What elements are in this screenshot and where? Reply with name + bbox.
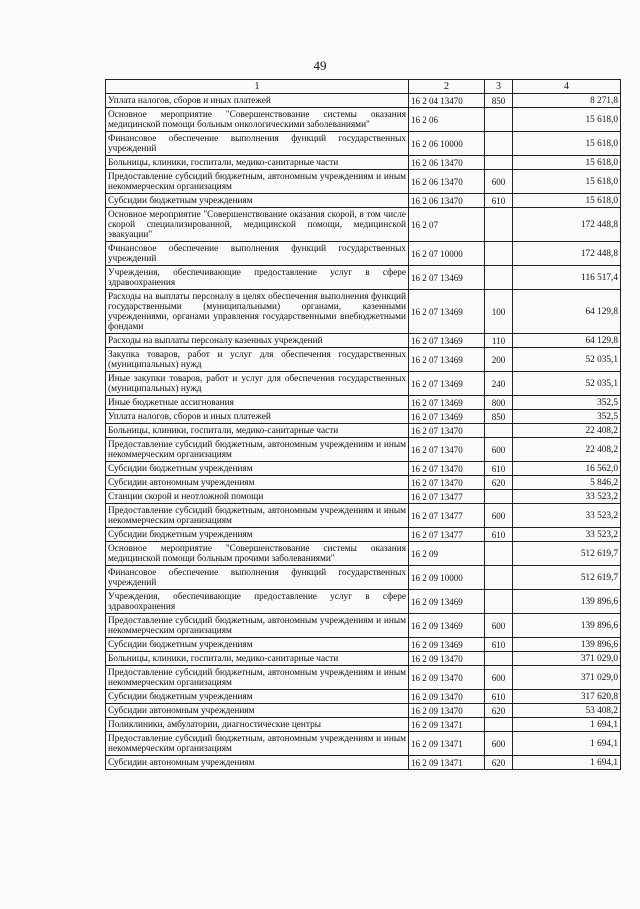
row-sum-cell: 53 408,2 xyxy=(513,704,621,718)
row-name-cell: Предоставление субсидий бюджетным, автономным учреждениям и иным некоммерческим организациям xyxy=(106,170,409,194)
table-row xyxy=(106,372,621,396)
row-code-cell: 16 2 06 13470 xyxy=(409,170,485,194)
table-row xyxy=(106,348,621,372)
row-sum-cell: 139 896,6 xyxy=(513,614,621,638)
row-code-cell: 16 2 09 13469 xyxy=(409,614,485,638)
row-vr-cell xyxy=(485,590,513,614)
row-code-cell: 16 2 07 13477 xyxy=(409,528,485,542)
row-name-cell: Субсидии бюджетным учреждениям xyxy=(106,690,409,704)
table-row xyxy=(106,718,621,732)
row-sum-cell: 1 694,1 xyxy=(513,756,621,770)
row-name-cell: Субсидии бюджетным учреждениям xyxy=(106,194,409,208)
row-name-cell: Иные закупки товаров, работ и услуг для обеспечения государственных (муниципальных) нужд xyxy=(106,372,409,396)
table-row xyxy=(106,690,621,704)
row-vr-cell: 620 xyxy=(485,756,513,770)
table-row xyxy=(106,132,621,156)
row-vr-cell: 620 xyxy=(485,476,513,490)
header-col-1: 1 xyxy=(106,80,409,94)
header-col-3: 3 xyxy=(485,80,513,94)
table-row xyxy=(106,396,621,410)
row-sum-cell: 15 618,0 xyxy=(513,108,621,132)
row-name-cell: Уплата налогов, сборов и иных платежей xyxy=(106,410,409,424)
row-name-cell: Субсидии автономным учреждениям xyxy=(106,704,409,718)
row-code-cell: 16 2 09 13469 xyxy=(409,638,485,652)
row-sum-cell: 64 129,8 xyxy=(513,290,621,334)
row-sum-cell: 139 896,6 xyxy=(513,638,621,652)
table-row xyxy=(106,566,621,590)
row-vr-cell xyxy=(485,542,513,566)
row-name-cell: Основное мероприятие "Совершенствование оказания скорой, в том числе скорой специализированной, медицинской помощи, медицинской эвакуации" xyxy=(106,208,409,242)
table-row xyxy=(106,170,621,194)
row-sum-cell: 8 271,8 xyxy=(513,94,621,108)
row-sum-cell: 52 035,1 xyxy=(513,348,621,372)
row-name-cell: Предоставление субсидий бюджетным, автономным учреждениям и иным некоммерческим организациям xyxy=(106,614,409,638)
row-sum-cell: 33 523,2 xyxy=(513,490,621,504)
row-vr-cell xyxy=(485,266,513,290)
row-code-cell: 16 2 06 xyxy=(409,108,485,132)
row-name-cell: Учреждения, обеспечивающие предоставление услуг в сфере здравоохранения xyxy=(106,266,409,290)
row-name-cell: Закупка товаров, работ и услуг для обеспечения государственных (муниципальных) нужд xyxy=(106,348,409,372)
budget-table-container xyxy=(105,79,621,770)
row-name-cell: Иные бюджетные ассигнования xyxy=(106,396,409,410)
row-name-cell: Финансовое обеспечение выполнения функций государственных учреждений xyxy=(106,566,409,590)
row-code-cell: 16 2 07 13469 xyxy=(409,410,485,424)
row-sum-cell: 16 562,0 xyxy=(513,462,621,476)
row-code-cell: 16 2 09 13470 xyxy=(409,690,485,704)
row-code-cell: 16 2 07 10000 xyxy=(409,242,485,266)
row-name-cell: Больницы, клиники, госпитали, медико-санитарные части xyxy=(106,156,409,170)
table-row xyxy=(106,704,621,718)
row-code-cell: 16 2 09 13470 xyxy=(409,704,485,718)
row-code-cell: 16 2 09 10000 xyxy=(409,566,485,590)
row-sum-cell: 15 618,0 xyxy=(513,132,621,156)
table-row xyxy=(106,638,621,652)
table-row xyxy=(106,208,621,242)
row-code-cell: 16 2 07 13469 xyxy=(409,266,485,290)
row-name-cell: Основное мероприятие "Совершенствование системы оказания медицинской помощи больным прочими заболеваниями" xyxy=(106,542,409,566)
row-code-cell: 16 2 07 13469 xyxy=(409,290,485,334)
page-number: 49 xyxy=(313,58,327,73)
table-row xyxy=(106,438,621,462)
row-code-cell: 16 2 04 13470 xyxy=(409,94,485,108)
row-vr-cell xyxy=(485,132,513,156)
row-vr-cell: 610 xyxy=(485,194,513,208)
row-code-cell: 16 2 07 13470 xyxy=(409,462,485,476)
row-vr-cell xyxy=(485,108,513,132)
row-code-cell: 16 2 09 13471 xyxy=(409,756,485,770)
table-row xyxy=(106,462,621,476)
row-vr-cell: 600 xyxy=(485,438,513,462)
header-col-2: 2 xyxy=(409,80,485,94)
row-vr-cell: 610 xyxy=(485,528,513,542)
row-name-cell: Больницы, клиники, госпитали, медико-санитарные части xyxy=(106,652,409,666)
row-name-cell: Предоставление субсидий бюджетным, автономным учреждениям и иным некоммерческим организациям xyxy=(106,732,409,756)
row-sum-cell: 371 029,0 xyxy=(513,652,621,666)
row-vr-cell: 620 xyxy=(485,704,513,718)
budget-table xyxy=(105,79,621,770)
row-sum-cell: 512 619,7 xyxy=(513,566,621,590)
row-code-cell: 16 2 07 13477 xyxy=(409,504,485,528)
row-name-cell: Финансовое обеспечение выполнения функций государственных учреждений xyxy=(106,132,409,156)
table-body xyxy=(106,94,621,770)
table-row xyxy=(106,410,621,424)
row-name-cell: Предоставление субсидий бюджетным, автономным учреждениям и иным некоммерческим организациям xyxy=(106,666,409,690)
row-vr-cell xyxy=(485,566,513,590)
row-vr-cell xyxy=(485,242,513,266)
table-row xyxy=(106,242,621,266)
row-vr-cell xyxy=(485,156,513,170)
row-code-cell: 16 2 06 13470 xyxy=(409,194,485,208)
row-code-cell: 16 2 07 13477 xyxy=(409,490,485,504)
row-vr-cell: 600 xyxy=(485,170,513,194)
row-code-cell: 16 2 07 13469 xyxy=(409,396,485,410)
table-row xyxy=(106,108,621,132)
row-vr-cell xyxy=(485,652,513,666)
row-sum-cell: 371 029,0 xyxy=(513,666,621,690)
row-vr-cell: 110 xyxy=(485,334,513,348)
row-vr-cell xyxy=(485,718,513,732)
row-sum-cell: 33 523,2 xyxy=(513,504,621,528)
table-row xyxy=(106,732,621,756)
table-row xyxy=(106,542,621,566)
row-code-cell: 16 2 09 13469 xyxy=(409,590,485,614)
row-code-cell: 16 2 09 13470 xyxy=(409,652,485,666)
row-sum-cell: 317 620,8 xyxy=(513,690,621,704)
table-row xyxy=(106,590,621,614)
row-code-cell: 16 2 07 13470 xyxy=(409,476,485,490)
row-code-cell: 16 2 09 13471 xyxy=(409,718,485,732)
row-vr-cell: 240 xyxy=(485,372,513,396)
row-name-cell: Расходы на выплаты персоналу казенных учреждений xyxy=(106,334,409,348)
row-sum-cell: 15 618,0 xyxy=(513,194,621,208)
table-row xyxy=(106,652,621,666)
row-code-cell: 16 2 09 13471 xyxy=(409,732,485,756)
table-row xyxy=(106,490,621,504)
row-sum-cell: 352,5 xyxy=(513,396,621,410)
row-name-cell: Предоставление субсидий бюджетным, автономным учреждениям и иным некоммерческим организациям xyxy=(106,504,409,528)
row-name-cell: Субсидии автономным учреждениям xyxy=(106,756,409,770)
row-name-cell: Учреждения, обеспечивающие предоставление услуг в сфере здравоохранения xyxy=(106,590,409,614)
row-sum-cell: 172 448,8 xyxy=(513,242,621,266)
row-name-cell: Предоставление субсидий бюджетным, автономным учреждениям и иным некоммерческим организациям xyxy=(106,438,409,462)
table-row xyxy=(106,156,621,170)
row-vr-cell: 610 xyxy=(485,462,513,476)
row-sum-cell: 139 896,6 xyxy=(513,590,621,614)
row-code-cell: 16 2 07 13470 xyxy=(409,438,485,462)
row-name-cell: Станции скорой и неотложной помощи xyxy=(106,490,409,504)
row-name-cell: Субсидии автономным учреждениям xyxy=(106,476,409,490)
row-code-cell: 16 2 07 13469 xyxy=(409,348,485,372)
row-sum-cell: 512 619,7 xyxy=(513,542,621,566)
table-row xyxy=(106,290,621,334)
table-row xyxy=(106,194,621,208)
row-vr-cell xyxy=(485,424,513,438)
table-row xyxy=(106,504,621,528)
table-header-row xyxy=(106,80,621,94)
row-sum-cell: 352,5 xyxy=(513,410,621,424)
row-sum-cell: 22 408,2 xyxy=(513,424,621,438)
row-name-cell: Уплата налогов, сборов и иных платежей xyxy=(106,94,409,108)
row-sum-cell: 15 618,0 xyxy=(513,156,621,170)
row-vr-cell: 600 xyxy=(485,614,513,638)
table-row xyxy=(106,666,621,690)
row-sum-cell: 15 618,0 xyxy=(513,170,621,194)
row-code-cell: 16 2 06 10000 xyxy=(409,132,485,156)
row-sum-cell: 22 408,2 xyxy=(513,438,621,462)
row-name-cell: Поликлиники, амбулатории, диагностические центры xyxy=(106,718,409,732)
header-col-4: 4 xyxy=(513,80,621,94)
row-sum-cell: 52 035,1 xyxy=(513,372,621,396)
table-row xyxy=(106,94,621,108)
row-vr-cell: 100 xyxy=(485,290,513,334)
row-vr-cell: 600 xyxy=(485,732,513,756)
row-name-cell: Основное мероприятие "Совершенствование системы оказания медицинской помощи больным онкологическими заболеваниями" xyxy=(106,108,409,132)
row-vr-cell: 610 xyxy=(485,638,513,652)
row-name-cell: Финансовое обеспечение выполнения функций государственных учреждений xyxy=(106,242,409,266)
table-row xyxy=(106,334,621,348)
table-row xyxy=(106,266,621,290)
row-name-cell: Субсидии бюджетным учреждениям xyxy=(106,462,409,476)
row-vr-cell: 850 xyxy=(485,94,513,108)
row-vr-cell: 600 xyxy=(485,504,513,528)
row-name-cell: Субсидии бюджетным учреждениям xyxy=(106,638,409,652)
row-name-cell: Расходы на выплаты персоналу в целях обеспечения выполнения функций государственными (муниципальными) органами, казенными учреждениями, органами управления государственными внебюджетными фондами xyxy=(106,290,409,334)
row-sum-cell: 172 448,8 xyxy=(513,208,621,242)
row-code-cell: 16 2 09 xyxy=(409,542,485,566)
row-vr-cell: 610 xyxy=(485,690,513,704)
row-vr-cell: 850 xyxy=(485,410,513,424)
table-row xyxy=(106,756,621,770)
row-sum-cell: 33 523,2 xyxy=(513,528,621,542)
row-sum-cell: 5 846,2 xyxy=(513,476,621,490)
row-name-cell: Субсидии бюджетным учреждениям xyxy=(106,528,409,542)
table-row xyxy=(106,476,621,490)
row-name-cell: Больницы, клиники, госпитали, медико-санитарные части xyxy=(106,424,409,438)
row-vr-cell: 800 xyxy=(485,396,513,410)
row-vr-cell: 600 xyxy=(485,666,513,690)
row-sum-cell: 1 694,1 xyxy=(513,718,621,732)
row-vr-cell: 200 xyxy=(485,348,513,372)
row-sum-cell: 116 517,4 xyxy=(513,266,621,290)
row-code-cell: 16 2 09 13470 xyxy=(409,666,485,690)
row-code-cell: 16 2 07 13469 xyxy=(409,334,485,348)
row-code-cell: 16 2 07 xyxy=(409,208,485,242)
table-row xyxy=(106,424,621,438)
row-vr-cell xyxy=(485,208,513,242)
row-vr-cell xyxy=(485,490,513,504)
row-code-cell: 16 2 07 13469 xyxy=(409,372,485,396)
table-row xyxy=(106,614,621,638)
row-sum-cell: 1 694,1 xyxy=(513,732,621,756)
row-code-cell: 16 2 06 13470 xyxy=(409,156,485,170)
row-code-cell: 16 2 07 13470 xyxy=(409,424,485,438)
table-row xyxy=(106,528,621,542)
row-sum-cell: 64 129,8 xyxy=(513,334,621,348)
